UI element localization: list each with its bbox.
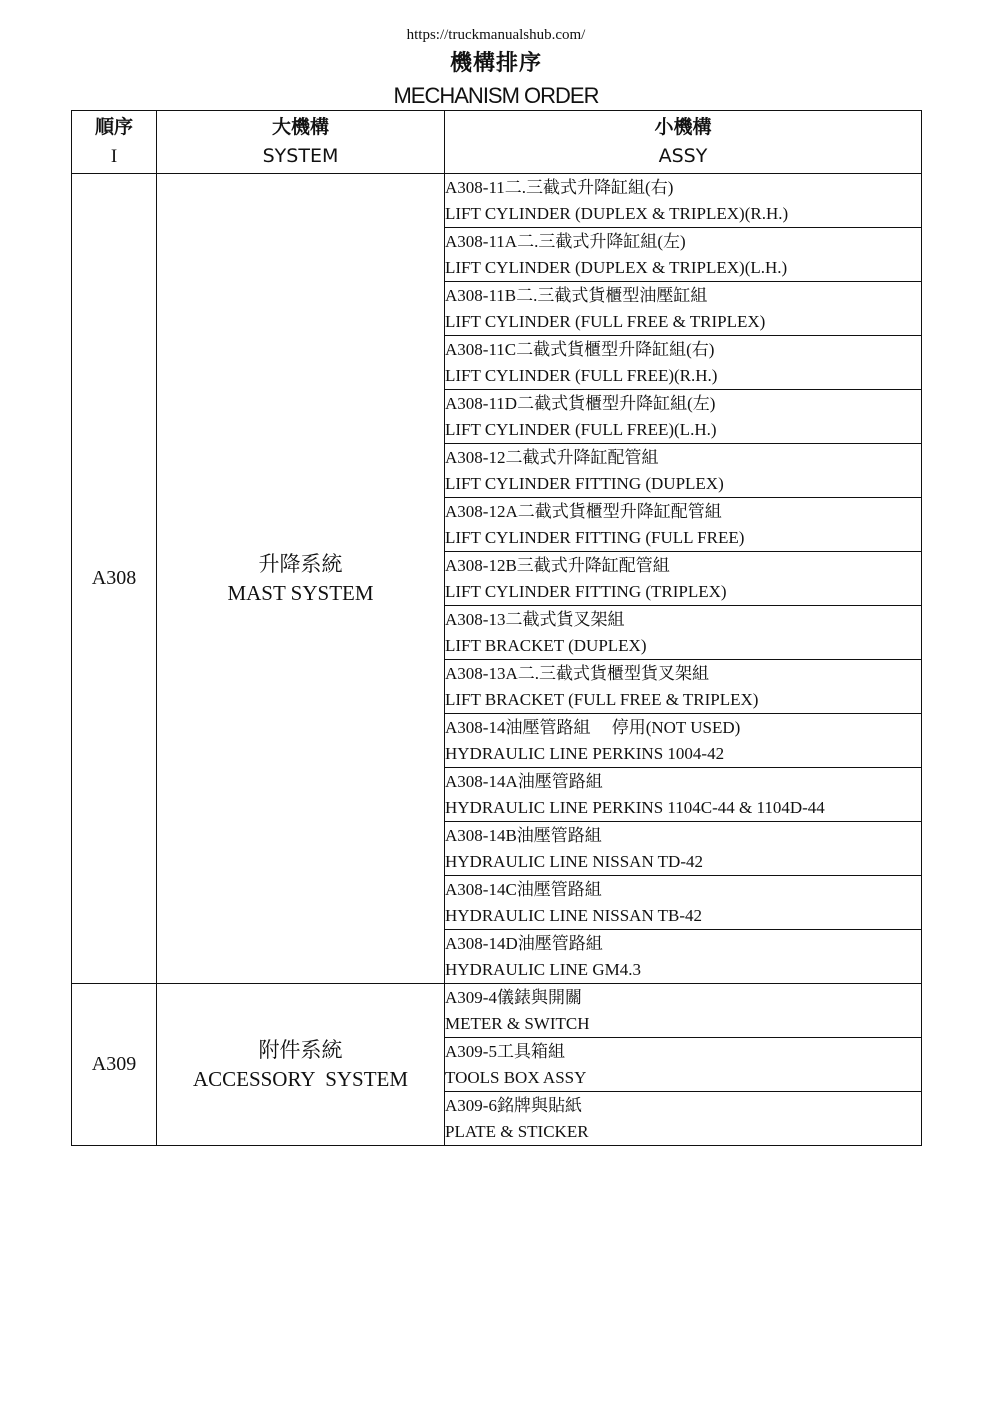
assy-name-en: HYDRAULIC LINE NISSAN TD-42 (445, 851, 703, 871)
assy-name-en: TOOLS BOX ASSY (445, 1067, 587, 1087)
assy-name-zh: A308-12二截式升降缸配管組 (445, 447, 659, 467)
assy-name-zh: A308-14C油壓管路組 (445, 879, 602, 899)
page-title-zh: 機構排序 (449, 51, 542, 76)
assy-cell (445, 444, 922, 498)
assy-name-zh: A308-12A二截式貨櫃型升降缸配管組 (445, 501, 722, 521)
assy-name-zh: A309-5工具箱組 (445, 1041, 565, 1061)
system-name-zh: 升降系統 (258, 551, 343, 576)
header-seq-zh: 順序 (94, 116, 133, 138)
assy-cell (445, 1092, 922, 1146)
table-row (72, 984, 922, 1038)
assy-cell (445, 1038, 922, 1092)
assy-name-zh: A309-6銘牌與貼紙 (445, 1095, 582, 1115)
assy-name-en: LIFT CYLINDER FITTING (DUPLEX) (445, 473, 724, 493)
assy-name-en: LIFT CYLINDER (FULL FREE)(R.H.) (445, 365, 718, 385)
assy-cell (445, 336, 922, 390)
header-system-en: SYSTEM (262, 145, 339, 167)
assy-name-zh: A308-13二截式貨叉架組 (445, 609, 625, 629)
table-body (72, 174, 922, 1146)
assy-name-en: LIFT CYLINDER (DUPLEX & TRIPLEX)(L.H.) (445, 257, 788, 277)
assy-name-zh: A308-11A二.三截式升降缸組(左) (445, 231, 686, 251)
group-code: A309 (72, 984, 157, 1146)
assy-cell (445, 714, 922, 768)
assy-name-zh: A308-11C二截式貨櫃型升降缸組(右) (445, 339, 715, 359)
header-seq (72, 111, 157, 174)
system-name-zh: 附件系統 (258, 1037, 343, 1062)
assy-name-zh: A308-13A二.三截式貨櫃型貨叉架組 (445, 663, 709, 683)
assy-name-zh: A308-14B油壓管路組 (445, 825, 602, 845)
group-code: A308 (72, 174, 157, 984)
assy-name-en: HYDRAULIC LINE GM4.3 (445, 959, 641, 979)
header-seq-en: I (110, 146, 118, 167)
assy-name-en: LIFT BRACKET (DUPLEX) (445, 635, 647, 655)
assy-cell (445, 984, 922, 1038)
group-system (157, 984, 445, 1146)
assy-cell (445, 282, 922, 336)
assy-name-zh: A308-14D油壓管路組 (445, 933, 603, 953)
assy-name-zh: A309-4儀錶與開關 (445, 987, 582, 1007)
assy-name-zh: A308-11D二截式貨櫃型升降缸組(左) (445, 393, 716, 413)
header-assy (445, 111, 922, 174)
table-header-row (72, 111, 922, 174)
assy-name-en: HYDRAULIC LINE NISSAN TB-42 (445, 905, 703, 925)
assy-name-en: LIFT CYLINDER (FULL FREE & TRIPLEX) (445, 311, 766, 331)
assy-cell (445, 930, 922, 984)
assy-name-zh: A308-14A油壓管路組 (445, 771, 603, 791)
assy-name-en: PLATE & STICKER (445, 1121, 589, 1141)
assy-cell (445, 390, 922, 444)
assy-name-zh: A308-14油壓管路組 停用(NOT USED) (445, 717, 741, 737)
mechanism-order-table (71, 110, 922, 1146)
header-assy-en: ASSY (658, 145, 708, 167)
assy-cell (445, 228, 922, 282)
group-system (157, 174, 445, 984)
assy-name-en: LIFT CYLINDER (DUPLEX & TRIPLEX)(R.H.) (445, 203, 789, 223)
assy-cell (445, 498, 922, 552)
assy-cell (445, 660, 922, 714)
system-name-en: ACCESSORY SYSTEM (192, 1066, 409, 1091)
assy-name-en: LIFT CYLINDER (FULL FREE)(L.H.) (445, 419, 717, 439)
assy-cell (445, 606, 922, 660)
assy-cell (445, 876, 922, 930)
table-row (72, 174, 922, 228)
assy-name-en: HYDRAULIC LINE PERKINS 1004-42 (445, 743, 725, 763)
assy-cell (445, 552, 922, 606)
header-system (157, 111, 445, 174)
assy-name-zh: A308-11B二.三截式貨櫃型油壓缸組 (445, 285, 708, 305)
header-assy-zh: 小機構 (654, 116, 712, 138)
assy-name-en: LIFT CYLINDER FITTING (FULL FREE) (445, 527, 745, 547)
assy-cell (445, 822, 922, 876)
assy-name-en: METER & SWITCH (445, 1013, 590, 1033)
assy-name-zh: A308-11二.三截式升降缸組(右) (445, 177, 674, 197)
assy-name-en: LIFT CYLINDER FITTING (TRIPLEX) (445, 581, 727, 601)
assy-name-en: LIFT BRACKET (FULL FREE & TRIPLEX) (445, 689, 759, 709)
source-url: https://truckmanualshub.com/ (406, 27, 586, 43)
assy-cell (445, 768, 922, 822)
page-title-en: MECHANISM ORDER (393, 83, 599, 108)
assy-cell (445, 174, 922, 228)
assy-name-zh: A308-12B三截式升降缸配管組 (445, 555, 670, 575)
system-name-en: MAST SYSTEM (227, 580, 374, 605)
header-system-zh: 大機構 (271, 116, 329, 138)
assy-name-en: HYDRAULIC LINE PERKINS 1104C-44 & 1104D-44 (445, 797, 825, 817)
